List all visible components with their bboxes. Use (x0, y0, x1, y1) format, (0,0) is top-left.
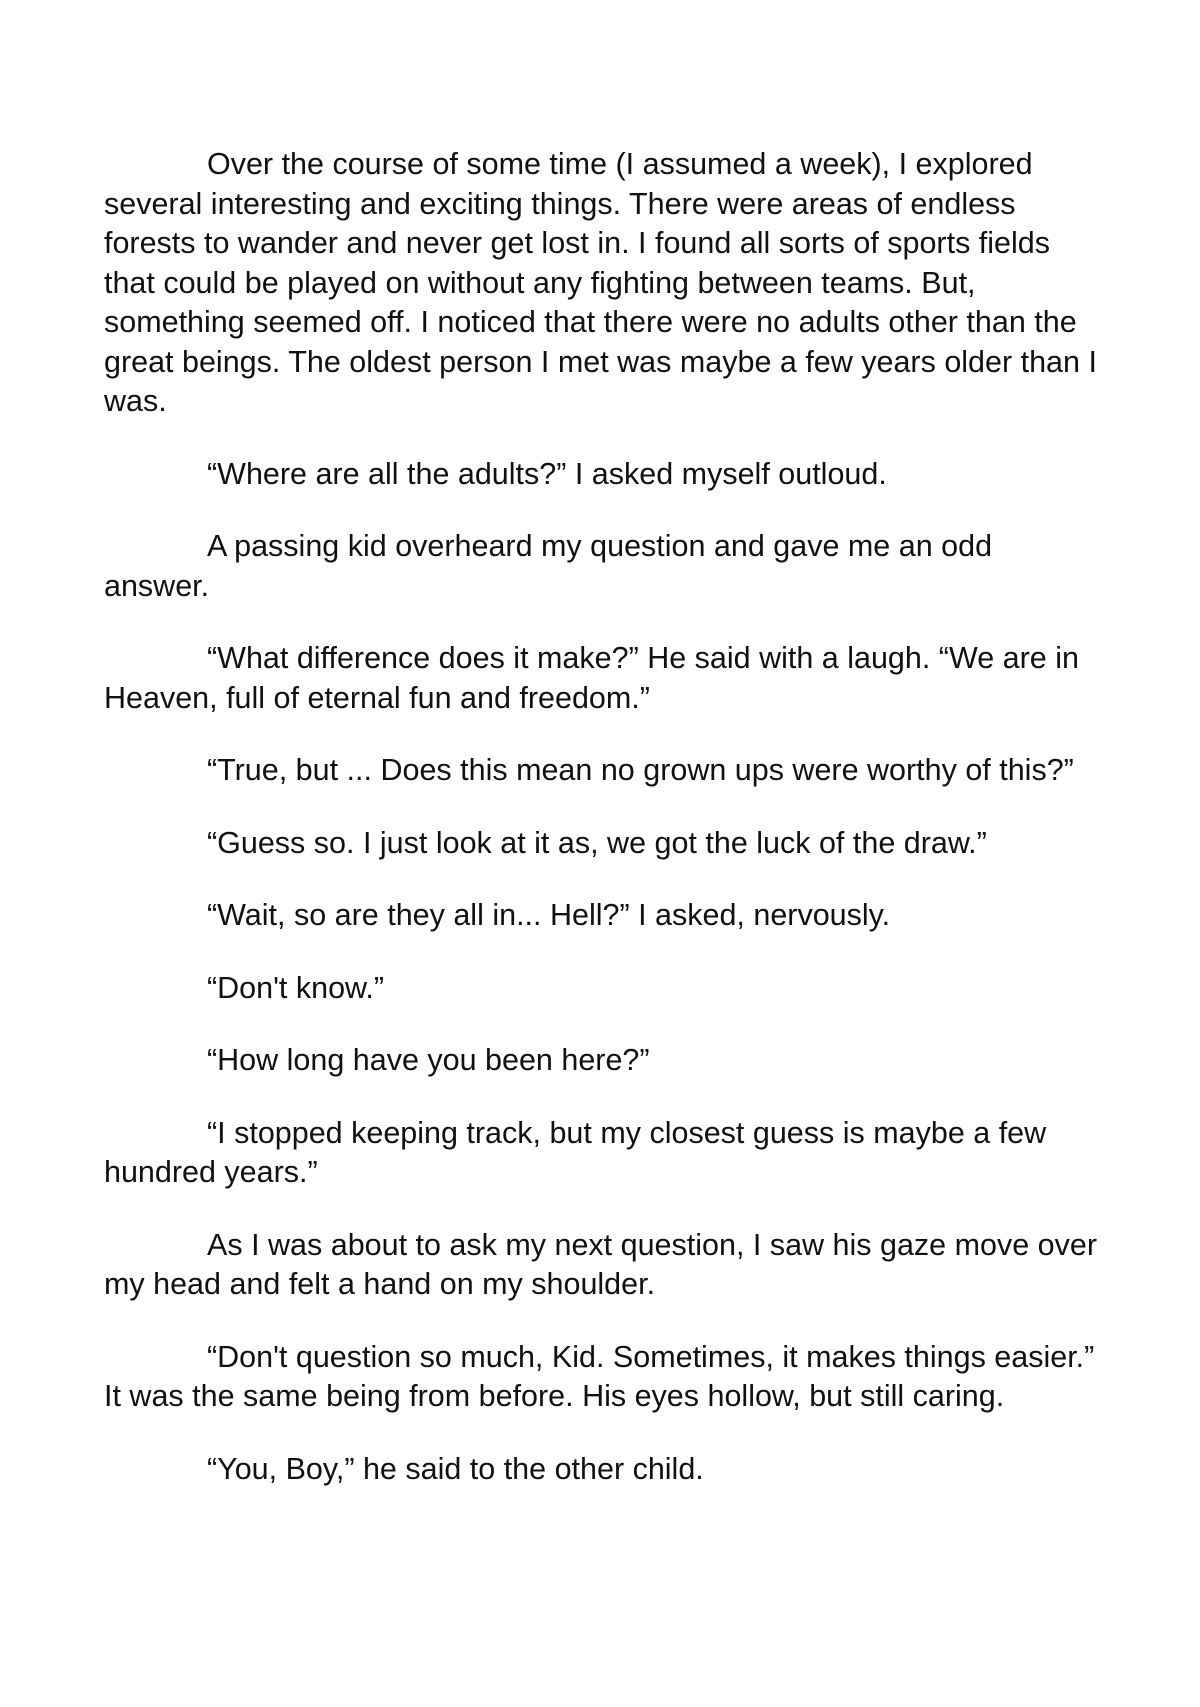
paragraph-4: “What difference does it make?” He said with a laugh. “We are in Heaven, full of eternal fun and freedom.” (104, 641, 1079, 715)
paragraph-10: “I stopped keeping track, but my closest guess is maybe a few hundred years.” (104, 1115, 1047, 1189)
paragraph-5: “True, but ... Does this mean no grown ups were worthy of this?” (207, 753, 1074, 787)
paragraph-6: “Guess so. I just look at it as, we got the luck of the draw.” (207, 825, 987, 860)
paragraph-3: A passing kid overheard my question and gave me an odd answer. (104, 529, 993, 603)
paragraph-11: As I was about to ask my next question, I saw his gaze move over my head and felt a hand on my shoulder. (104, 1227, 1098, 1301)
paragraph-8: “Don't know.” (207, 970, 385, 1005)
paragraph-9: “How long have you been here?” (207, 1043, 650, 1077)
paragraph-13: “You, Boy,” he said to the other child. (207, 1451, 704, 1486)
paragraph-12: “Don't question so much, Kid. Sometimes, it makes things easier.” It was the same being from before. His eyes hollow, but still caring. (104, 1339, 1095, 1413)
body-text (104, 145, 1100, 1489)
paragraph-2: “Where are all the adults?” I asked myself outloud. (207, 456, 887, 491)
paragraph-7: “Wait, so are they all in... Hell?” I asked, nervously. (207, 898, 891, 932)
paragraph-1: Over the course of some time (I assumed a week), I explored several interesting and exciting things. There were areas of endless forests to wander and never get lost in. I found all sorts of sports fields that could be played on without any fighting between teams. But, something seemed off. I noticed that there were no adults other than the great beings. The oldest person I met was maybe a few years older than I was. (104, 147, 1097, 418)
